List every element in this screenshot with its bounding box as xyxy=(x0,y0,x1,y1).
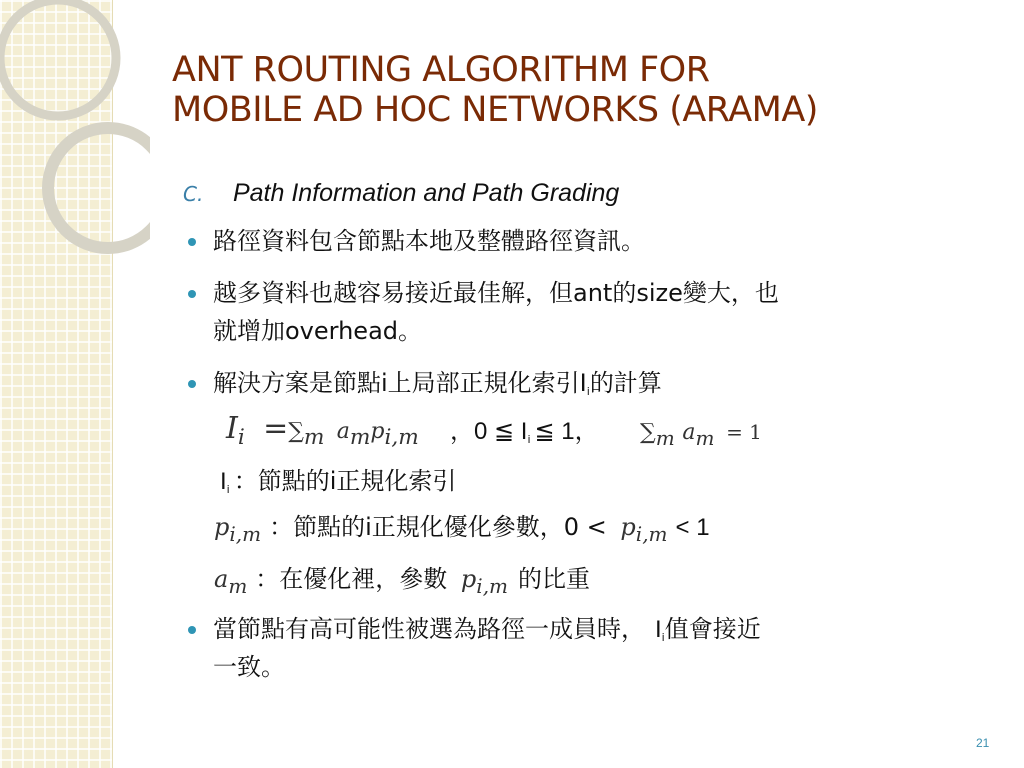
title-line-2: MOBILE AD HOC NETWORKS (ARAMA) xyxy=(172,90,818,130)
definition-3 xyxy=(214,564,590,601)
formula-p: p xyxy=(370,419,385,444)
def-3-tail: 的比重 xyxy=(518,565,591,593)
formula-range-sub: i xyxy=(527,433,531,446)
formula-sum: ∑ xyxy=(288,419,304,444)
formula-sum-sub: m xyxy=(303,425,325,451)
bullet-dot-1 xyxy=(188,238,196,246)
bullet-dot-3 xyxy=(188,380,196,388)
bullet-4-line-2: 一致。 xyxy=(213,653,285,681)
def-3-text: ：在優化裡，參數 xyxy=(255,565,448,593)
formula-sum2: ∑ xyxy=(640,420,656,445)
formula-range-a: ，0 ≦ I xyxy=(450,418,528,445)
bullet-2-line-2: 就增加overhead。 xyxy=(213,317,423,345)
def-2-var2: p xyxy=(620,513,636,541)
formula-p-sub: i,m xyxy=(384,425,419,451)
bullet-3-suffix: 的計算 xyxy=(589,369,662,397)
def-1-sub: i xyxy=(226,483,230,496)
bullet-dot-2 xyxy=(188,290,196,298)
bullet-1-text: 路徑資料包含節點本地及整體路徑資訊。 xyxy=(213,227,645,255)
formula-equals: = xyxy=(263,411,289,446)
def-3-sub2: i,m xyxy=(476,573,509,598)
subheading-text: Path Information and Path Grading xyxy=(232,179,620,207)
formula-sum2-sub: m xyxy=(655,425,675,450)
formula-a-sub: m xyxy=(349,425,371,451)
bullet-4-text-a: 當節點有高可能性被選為路徑一成員時， xyxy=(213,615,645,643)
bullet-3-text xyxy=(213,368,662,407)
title-line-1: ANT ROUTING ALGORITHM FOR xyxy=(172,50,710,90)
bullet-3-prefix: 解決方案是節點i上局部正規化索引I xyxy=(213,369,587,397)
formula-lhs-sub: i xyxy=(237,425,245,451)
bullet-4-var: I xyxy=(655,616,662,643)
subheading xyxy=(183,178,619,209)
definition-2 xyxy=(214,512,710,549)
definition-1 xyxy=(220,466,456,505)
bullet-3-sub: i xyxy=(586,385,590,398)
def-2-var: p xyxy=(214,513,230,541)
subheading-marker: C. xyxy=(183,182,204,206)
def-2-sub: i,m xyxy=(229,521,262,546)
def-1-text: ：節點的i正規化索引 xyxy=(233,467,457,495)
formula-sum-constraint xyxy=(640,416,762,453)
formula-line xyxy=(226,412,419,455)
def-2-sub2: i,m xyxy=(635,521,668,546)
def-2-text: ：節點的i正規化優化參數，0 < xyxy=(269,513,607,541)
page-number: 21 xyxy=(976,736,990,750)
formula-range xyxy=(450,416,599,455)
def-3-var: a xyxy=(214,565,229,593)
def-3-var2: p xyxy=(460,565,477,593)
def-3-sub: m xyxy=(228,573,248,598)
bullet-4-text-b: 值會接近 xyxy=(664,615,761,643)
formula-sum2-a-sub: m xyxy=(695,425,715,450)
def-2-tail: < 1 xyxy=(675,514,710,541)
formula-range-b: ≦ 1， xyxy=(534,418,599,445)
formula-sum2-a: a xyxy=(682,420,696,445)
bullet-dot-4 xyxy=(188,626,196,634)
formula-sum2-rhs: = 1 xyxy=(726,420,762,444)
bullet-2-line-1: 越多資料也越容易接近最佳解，但ant的size變大，也 xyxy=(213,279,779,307)
def-1-var: I xyxy=(220,468,227,495)
formula-a: a xyxy=(336,419,350,444)
formula-lhs-var: I xyxy=(226,411,238,446)
bullet-4-line-1 xyxy=(213,614,761,653)
bullet-4-sub: i xyxy=(661,631,665,644)
